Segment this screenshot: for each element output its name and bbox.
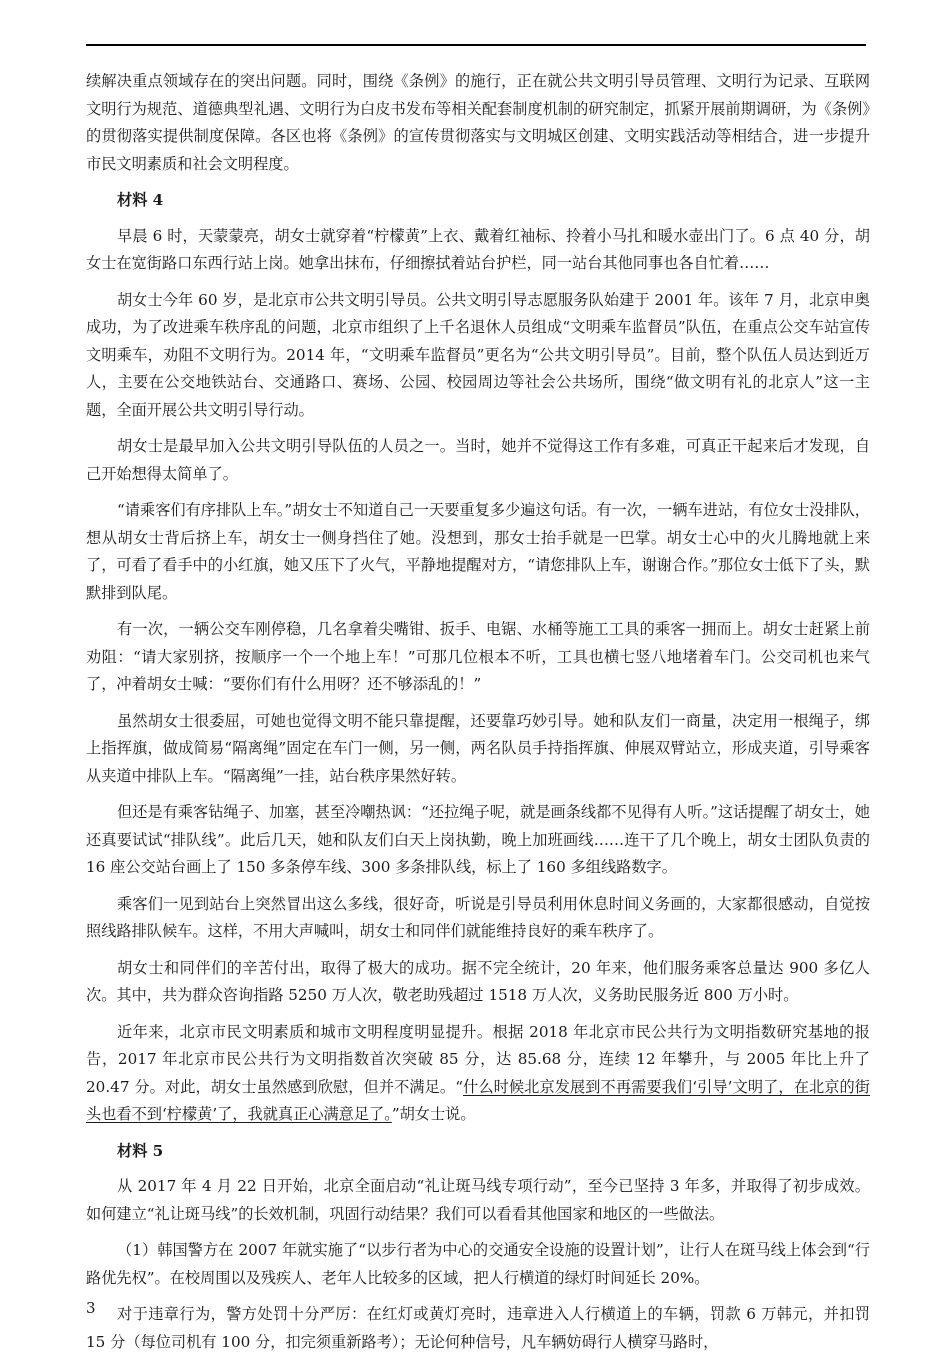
section-heading: 材料 5 bbox=[117, 1141, 164, 1160]
paragraph: 但还是有乘客钻绳子、加塞，甚至冷嘲热讽：“还拉绳子呢，就是画条线都不见得有人听。”这话提醒了胡女士，她还真要试试“排队线”。此后几天，她和队友们白天上岗执勤，晚上加班画线……连干了几个晚上，胡女士团队负责的 16 座公交站台画上了 150 多条停车线、300 多条排队线，标上了 160 多组线路数字。 bbox=[86, 803, 870, 876]
paragraph: 胡女士是最早加入公共文明引导队伍的人员之一。当时，她并不觉得这工作有多难，可真正干起来后才发现，自己开始想得太简单了。 bbox=[86, 437, 870, 483]
paragraph: 从 2017 年 4 月 22 日开始，北京全面启动“礼让斑马线专项行动”，至今已坚持 3 年多，并取得了初步成效。如何建立“礼让斑马线”的长效机制，巩固行动结果？我们可以看看其他国家和地区的一些做法。 bbox=[86, 1177, 870, 1223]
paragraph: 胡女士今年 60 岁，是北京市公共文明引导员。公共文明引导志愿服务队始建于 2001 年。该年 7 月，北京申奥成功，为了改进乘车秩序乱的问题，北京市组织了上千名退休人员组成“文明乘车监督员”队伍，在重点公交车站宣传文明乘车，劝阻不文明行为。2014 年，“文明乘车监督员”更名为“公共文明引导员”。目前，整个队伍人员达到近万人，主要在公交地铁站台、交通路口、赛场、公园、校园周边等社会公共场所，围绕“做文明有礼的北京人”这一主题，全面开展公共文明引导行动。 bbox=[86, 290, 870, 419]
paragraph: “请乘客们有序排队上车。”胡女士不知道自己一天要重复多少遍这句话。有一次，一辆车进站，有位女士没排队，想从胡女士背后挤上车，胡女士一侧身挡住了她。没想到，那女士抬手就是一巴掌。胡女士心中的火儿腾地就上来了，可看了看手中的小红旗，她又压下了火气，平静地提醒对方，“请您排队上车，谢谢合作。”那位女士低下了头，默默排到队尾。 bbox=[86, 501, 870, 602]
paragraph: （1）韩国警方在 2007 年就实施了“以步行者为中心的交通安全设施的设置计划”，让行人在斑马线上体会到“行路优先权”。在校周围以及残疾人、老年人比较多的区域，把人行横道的绿灯时间延长 20%。 bbox=[86, 1241, 870, 1287]
header-rule bbox=[86, 44, 866, 46]
document-body bbox=[86, 68, 870, 1365]
paragraph: 续解决重点领域存在的突出问题。同时，围绕《条例》的施行，正在就公共文明引导员管理、文明行为记录、互联网文明行为规范、道德典型礼遇、文明行为白皮书发布等相关配套制度机制的研究制定，抓紧开展前期调研，为《条例》的贯彻落实提供制度保障。各区也将《条例》的宣传贯彻落实与文明城区创建、文明实践活动等相结合，进一步提升市民文明素质和社会文明程度。 bbox=[86, 72, 870, 173]
paragraph: 乘客们一见到站台上突然冒出这么多线，很好奇，听说是引导员利用休息时间义务画的，大家都很感动，自觉按照线路排队候车。这样，不用大声喊叫，胡女士和同伴们就能维持良好的乘车秩序了。 bbox=[86, 894, 870, 940]
page-number: 3 bbox=[86, 1299, 96, 1317]
paragraph bbox=[86, 1019, 870, 1129]
paragraph-tail: ”胡女士说。 bbox=[391, 1105, 476, 1123]
paragraph: 对于违章行为，警方处罚十分严厉：在红灯或黄灯亮时，违章进入人行横道上的车辆，罚款 6 万韩元，并扣罚 15 分（每位司机有 100 分，扣完须重新路考）；无论何种信号，凡车辆妨碍行人横穿马路时， bbox=[86, 1305, 870, 1351]
underlined-quote: 什么时候北京发展到不再需要我们‘引导’文明了，在北京的街头也看不到‘柠檬黄’了，我就真正心满意足了。 bbox=[86, 1077, 870, 1123]
paragraph: 早晨 6 时，天蒙蒙亮，胡女士就穿着“柠檬黄”上衣、戴着红袖标、拎着小马扎和暖水壶出门了。6 点 40 分，胡女士在宽街路口东西行站上岗。她拿出抹布，仔细擦拭着站台护栏，同一站台其他同事也各自忙着…… bbox=[86, 226, 870, 272]
section-heading: 材料 4 bbox=[117, 191, 164, 209]
paragraph-text: 近年来，北京市民文明素质和城市文明程度明显提升。根据 2018 年北京市民公共行为文明指数研究基地的报告，2017 年北京市民公共行为文明指数首次突破 85 分，达 85.68 分，连续 12 年攀升，与 2005 年比上升了 20.47 分。对此，胡女士虽然感到欣慰，但并不满足。“ bbox=[86, 1022, 870, 1096]
paragraph: 有一次，一辆公交车刚停稳，几名拿着尖嘴钳、扳手、电锯、水桶等施工工具的乘客一拥而上。胡女士赶紧上前劝阻：“请大家别挤，按顺序一个一个地上车！”可那几位根本不听，工具也横七竖八地堵着车门。公交司机也来气了，冲着胡女士喊：“要你们有什么用呀？还不够添乱的！” bbox=[86, 620, 870, 693]
paragraph: 虽然胡女士很委屈，可她也觉得文明不能只靠提醒，还要靠巧妙引导。她和队友们一商量，决定用一根绳子，绑上指挥旗，做成简易“隔离绳”固定在车门一侧，另一侧，两名队员手持指挥旗、伸展双臂站立，形成夹道，引导乘客从夹道中排队上车。“隔离绳”一挂，站台秩序果然好转。 bbox=[86, 711, 870, 785]
paragraph: 胡女士和同伴们的辛苦付出，取得了极大的成功。据不完全统计，20 年来，他们服务乘客总量达 900 多亿人次。其中，共为群众咨询指路 5250 万人次，敬老助残超过 1518 万人次，义务助民服务近 800 万小时。 bbox=[86, 958, 870, 1004]
